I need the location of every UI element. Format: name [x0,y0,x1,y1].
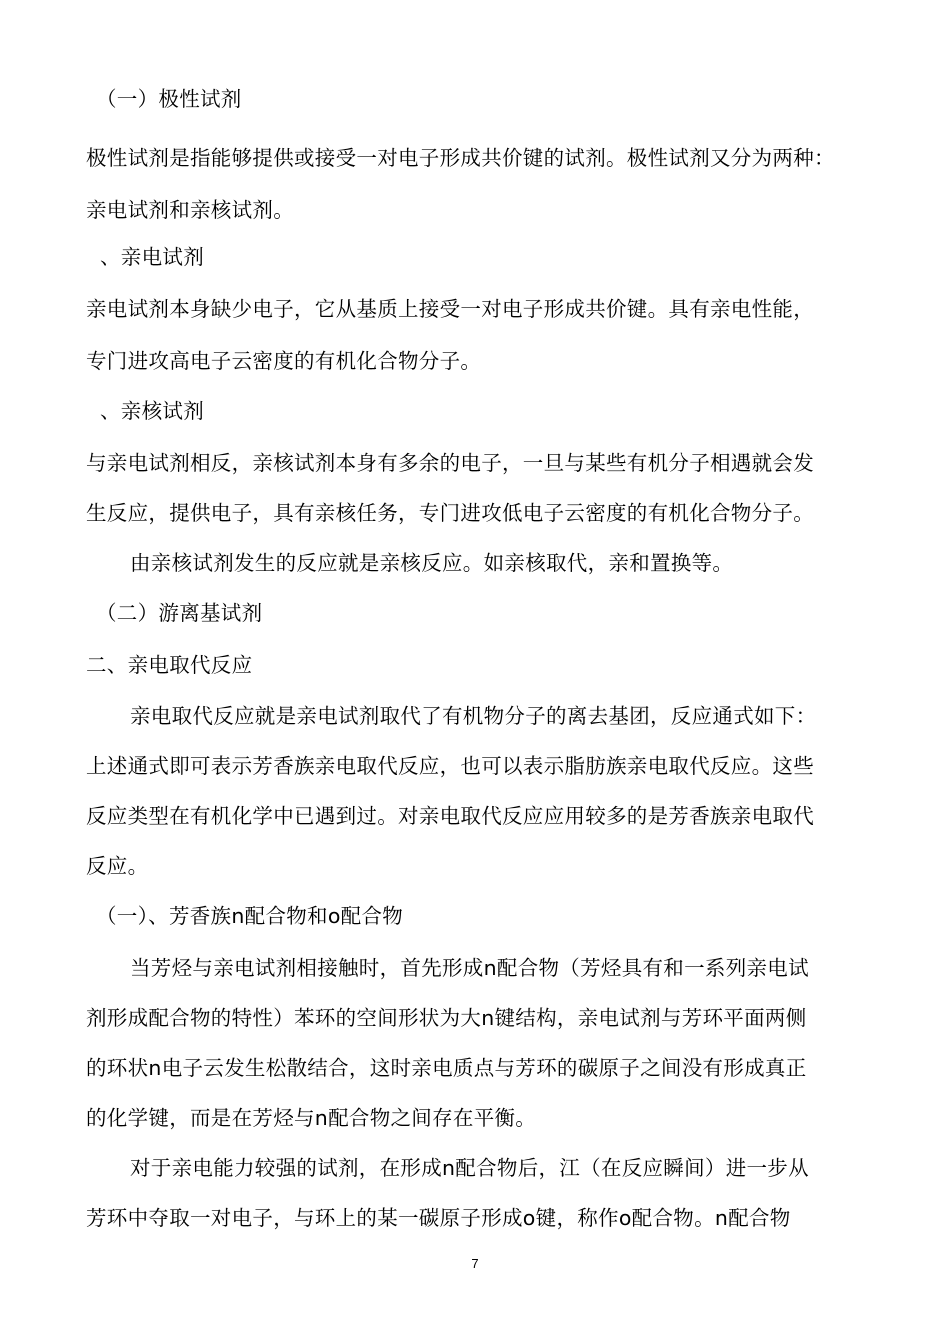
section-heading-free-radical-reagents: （二）游离基试剂 [96,601,263,625]
paragraph-line: 极性试剂是指能够提供或接受一对电子形成共价键的试剂。极性试剂又分为两种： [86,146,835,170]
paragraph-line: 与亲电试剂相反，亲核试剂本身有多余的电子，一旦与某些有机分子相遇就会发 [86,451,814,475]
paragraph-line: 专门进攻高电子云密度的有机化合物分子。 [86,349,482,373]
paragraph-line: 反应。 [86,854,149,878]
paragraph-line: 剂形成配合物的特性）苯环的空间形状为大n键结构，亲电试剂与芳环平面两侧 [86,1006,807,1030]
paragraph-line: 的化学键，而是在芳烃与n配合物之间存在平衡。 [86,1106,537,1130]
paragraph-line: 对于亲电能力较强的试剂，在形成n配合物后，江（在反应瞬间）进一步从 [130,1156,809,1180]
subheading-electrophilic-reagent: 、亲电试剂 [100,245,204,269]
paragraph-line: 生反应，提供电子，具有亲核任务，专门进攻低电子云密度的有机化合物分子。 [86,501,814,525]
section-heading-polar-reagents: （一）极性试剂 [96,87,242,111]
section-heading-electrophilic-substitution: 二、亲电取代反应 [86,653,253,677]
paragraph-line: 的环状n电子云发生松散结合，这时亲电质点与芳环的碳原子之间没有形成真正 [86,1056,807,1080]
subheading-nucleophilic-reagent: 、亲核试剂 [100,399,204,423]
paragraph-line: 上述通式即可表示芳香族亲电取代反应，也可以表示脂肪族亲电取代反应。这些 [86,754,814,778]
paragraph-line: 当芳烃与亲电试剂相接触时，首先形成n配合物（芳烃具有和一系列亲电试 [130,956,809,980]
paragraph-line: 芳环中夺取一对电子，与环上的某一碳原子形成o键，称作o配合物。n配合物 [86,1206,791,1230]
paragraph-line: 亲电试剂和亲核试剂。 [86,198,294,222]
paragraph-line: 由亲核试剂发生的反应就是亲核反应。如亲核取代，亲和置换等。 [130,551,734,575]
section-heading-aromatic-complexes: （一）、芳香族n配合物和o配合物 [96,904,404,928]
page-number: 7 [471,1256,479,1271]
paragraph-line: 亲电取代反应就是亲电试剂取代了有机物分子的离去基团，反应通式如下： [130,704,817,728]
paragraph-line: 亲电试剂本身缺少电子，它从基质上接受一对电子形成共价键。具有亲电性能， [86,297,814,321]
paragraph-line: 反应类型在有机化学中已遇到过。对亲电取代反应应用较多的是芳香族亲电取代 [86,804,814,828]
